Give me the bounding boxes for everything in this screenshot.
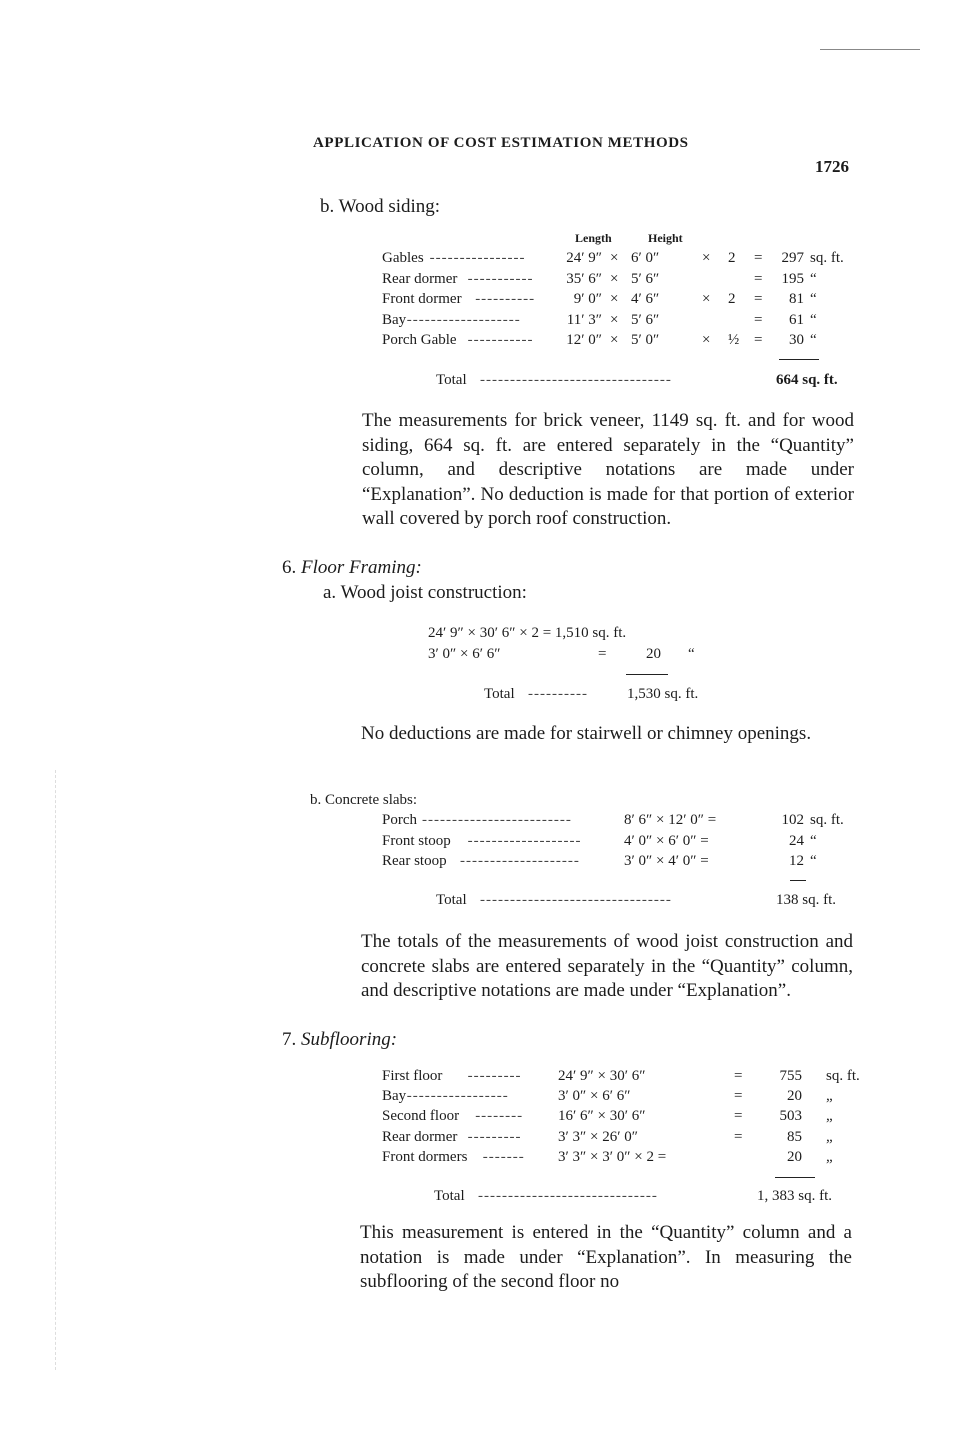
concrete-heading: b. Concrete slabs: (310, 792, 418, 808)
leader-dots: -------------------------------- (480, 372, 672, 388)
leader-dots: ---------- (528, 686, 588, 702)
col-length-header: Length (575, 231, 612, 245)
subflooring-heading (282, 1029, 397, 1051)
leader-dots: ------- (482, 1149, 525, 1165)
unit: “ (810, 271, 817, 287)
row-label: Front dormers (382, 1149, 468, 1165)
row-label: Rear dormer (382, 271, 458, 287)
paragraph-text: This measurement is entered in the “Quantity” column and a notation is made under “Explanation”. In measuring the subflooring of the second floor no (360, 1222, 852, 1293)
equals: = (754, 291, 763, 307)
equals: = (754, 250, 763, 266)
area-value: 102 (781, 812, 804, 828)
area-value: 24 (789, 833, 804, 849)
length-value: 24′ 9″ (566, 250, 602, 266)
unit: “ (810, 291, 817, 307)
equals: = (754, 271, 763, 287)
leader-dots: ------------------------- (422, 812, 572, 828)
unit: “ (810, 332, 817, 348)
area-value: 20 (787, 1088, 802, 1104)
paragraph-brick-veneer (362, 409, 854, 532)
area-value: 195 (781, 271, 804, 287)
joist-dims: 3′ 0″ × 6′ 6″ (428, 646, 501, 662)
total-label: Total (436, 892, 467, 908)
section-title: Subflooring: (301, 1029, 398, 1050)
row-label: Gables (382, 250, 424, 266)
joist-value: 20 (646, 646, 661, 662)
dimensions: 3′ 3″ × 3′ 0″ × 2 = (558, 1149, 667, 1165)
times-sign: × (610, 332, 619, 348)
area-value: 30 (789, 332, 804, 348)
height-value: 5′ 0″ (631, 332, 660, 348)
multiplier: 2 (728, 250, 736, 266)
paragraph-text: The totals of the measurements of wood joist construction and concrete slabs are entered separately in the “Quantity” column, and descriptive notations are made under “Explanation”. (361, 931, 853, 1002)
area-value: 12 (789, 853, 804, 869)
dimensions: 3′ 0″ × 6′ 6″ (558, 1088, 631, 1104)
leader-dots: --------- (467, 1129, 522, 1145)
section-number: 7. (282, 1029, 297, 1050)
row-label: Rear stoop (382, 853, 447, 869)
scan-edge-line (820, 49, 920, 50)
equals: = (754, 332, 763, 348)
area-value: 81 (789, 291, 804, 307)
unit: sq. ft. (810, 812, 844, 828)
total-value: 138 sq. ft. (776, 892, 836, 908)
unit: „ (826, 1108, 833, 1124)
total-value: 1, 383 sq. ft. (757, 1188, 832, 1204)
leader-dots: ------------------------------ (478, 1188, 658, 1204)
leader-dots: ---------------- (429, 250, 526, 266)
height-value: 6′ 0″ (631, 250, 660, 266)
leader-dots: ----------- (467, 332, 534, 348)
equals: = (734, 1108, 743, 1124)
times-sign: × (610, 271, 619, 287)
wood-joist-heading: a. Wood joist construction: (323, 582, 527, 603)
multiplier: ½ (728, 332, 740, 348)
row-label: Second floor (382, 1108, 460, 1124)
unit: “ (810, 312, 817, 328)
paragraph-totals (361, 930, 853, 1004)
times-sign: × (702, 332, 711, 348)
total-value: 1,530 sq. ft. (627, 686, 699, 702)
paragraph-subflooring (360, 1221, 852, 1295)
row-label: Porch (382, 812, 417, 828)
paragraph-text: The measurements for brick veneer, 1149 sq. ft. and for wood siding, 664 sq. ft. are entered separately in the “Quantity” column, and descriptive notations are made under “Explanation”. No deduction is made for that portion of exterior wall covered by porch roof construction. (362, 410, 854, 530)
times-sign: × (702, 250, 711, 266)
floor-framing-heading (282, 557, 422, 579)
area-value: 755 (779, 1068, 802, 1084)
total-label: Total (434, 1188, 465, 1204)
leader-dots: -------------------------------- (480, 892, 672, 908)
row-label: Front dormer (382, 291, 462, 307)
area-value: 61 (789, 312, 804, 328)
times-sign: × (702, 291, 711, 307)
area-value: 20 (787, 1149, 802, 1165)
leader-dots: ------------------- (467, 833, 582, 849)
sum-rule (626, 674, 668, 675)
dimensions: 8′ 6″ × 12′ 0″ = (624, 812, 717, 828)
length-value: 11′ 3″ (566, 312, 602, 328)
length-value: 9′ 0″ (573, 291, 602, 307)
length-value: 12′ 0″ (566, 332, 602, 348)
equals: = (734, 1068, 743, 1084)
leader-dots: ------------------- (406, 312, 521, 328)
page-number: 1726 (815, 157, 849, 176)
sum-rule (775, 1177, 815, 1178)
row-label: Bay (382, 312, 407, 328)
total-value: 664 sq. ft. (776, 372, 838, 388)
sum-rule (790, 880, 806, 881)
unit: “ (810, 833, 817, 849)
unit: “ (810, 853, 817, 869)
total-label: Total (484, 686, 515, 702)
unit: „ (826, 1149, 833, 1165)
equals: = (754, 312, 763, 328)
equals: = (598, 646, 607, 662)
row-label: Rear dormer (382, 1129, 458, 1145)
row-label: Porch Gable (382, 332, 457, 348)
unit: „ (826, 1088, 833, 1104)
joist-line-1: 24′ 9″ × 30′ 6″ × 2 = 1,510 sq. ft. (428, 625, 627, 641)
ditto-mark: “ (688, 646, 695, 662)
leader-dots: ---------- (475, 291, 536, 307)
dimensions: 3′ 0″ × 4′ 0″ = (624, 853, 709, 869)
unit: sq. ft. (810, 250, 844, 266)
leader-dots: ----------- (467, 271, 534, 287)
multiplier: 2 (728, 291, 736, 307)
total-label: Total (436, 372, 467, 388)
unit: „ (826, 1129, 833, 1145)
times-sign: × (610, 291, 619, 307)
times-sign: × (610, 250, 619, 266)
section-number: 6. (282, 557, 297, 578)
sum-rule (779, 359, 819, 360)
paragraph-deductions (361, 722, 853, 747)
scan-margin-line (55, 770, 56, 1370)
leader-dots: -------------------- (460, 853, 580, 869)
unit: sq. ft. (826, 1068, 860, 1084)
area-value: 85 (787, 1129, 802, 1145)
row-label: Bay (382, 1088, 407, 1104)
leader-dots: ----------------- (406, 1088, 509, 1104)
height-value: 5′ 6″ (631, 271, 660, 287)
height-value: 5′ 6″ (631, 312, 660, 328)
dimensions: 24′ 9″ × 30′ 6″ (558, 1068, 646, 1084)
wood-siding-heading: b. Wood siding: (320, 196, 441, 217)
row-label: Front stoop (382, 833, 451, 849)
length-value: 35′ 6″ (566, 271, 602, 287)
section-title: Floor Framing: (301, 557, 422, 578)
equals: = (734, 1129, 743, 1145)
dimensions: 3′ 3″ × 26′ 0″ (558, 1129, 639, 1145)
row-label: First floor (382, 1068, 443, 1084)
times-sign: × (610, 312, 619, 328)
leader-dots: -------- (475, 1108, 524, 1124)
dimensions: 16′ 6″ × 30′ 6″ (558, 1108, 646, 1124)
equals: = (734, 1088, 743, 1104)
leader-dots: --------- (467, 1068, 522, 1084)
dimensions: 4′ 0″ × 6′ 0″ = (624, 833, 709, 849)
area-value: 503 (779, 1108, 802, 1124)
area-value: 297 (781, 250, 804, 266)
height-value: 4′ 6″ (631, 291, 660, 307)
paragraph-text: No deductions are made for stairwell or chimney openings. (361, 723, 812, 744)
col-height-header: Height (648, 231, 683, 245)
running-header: APPLICATION OF COST ESTIMATION METHODS (313, 135, 689, 151)
